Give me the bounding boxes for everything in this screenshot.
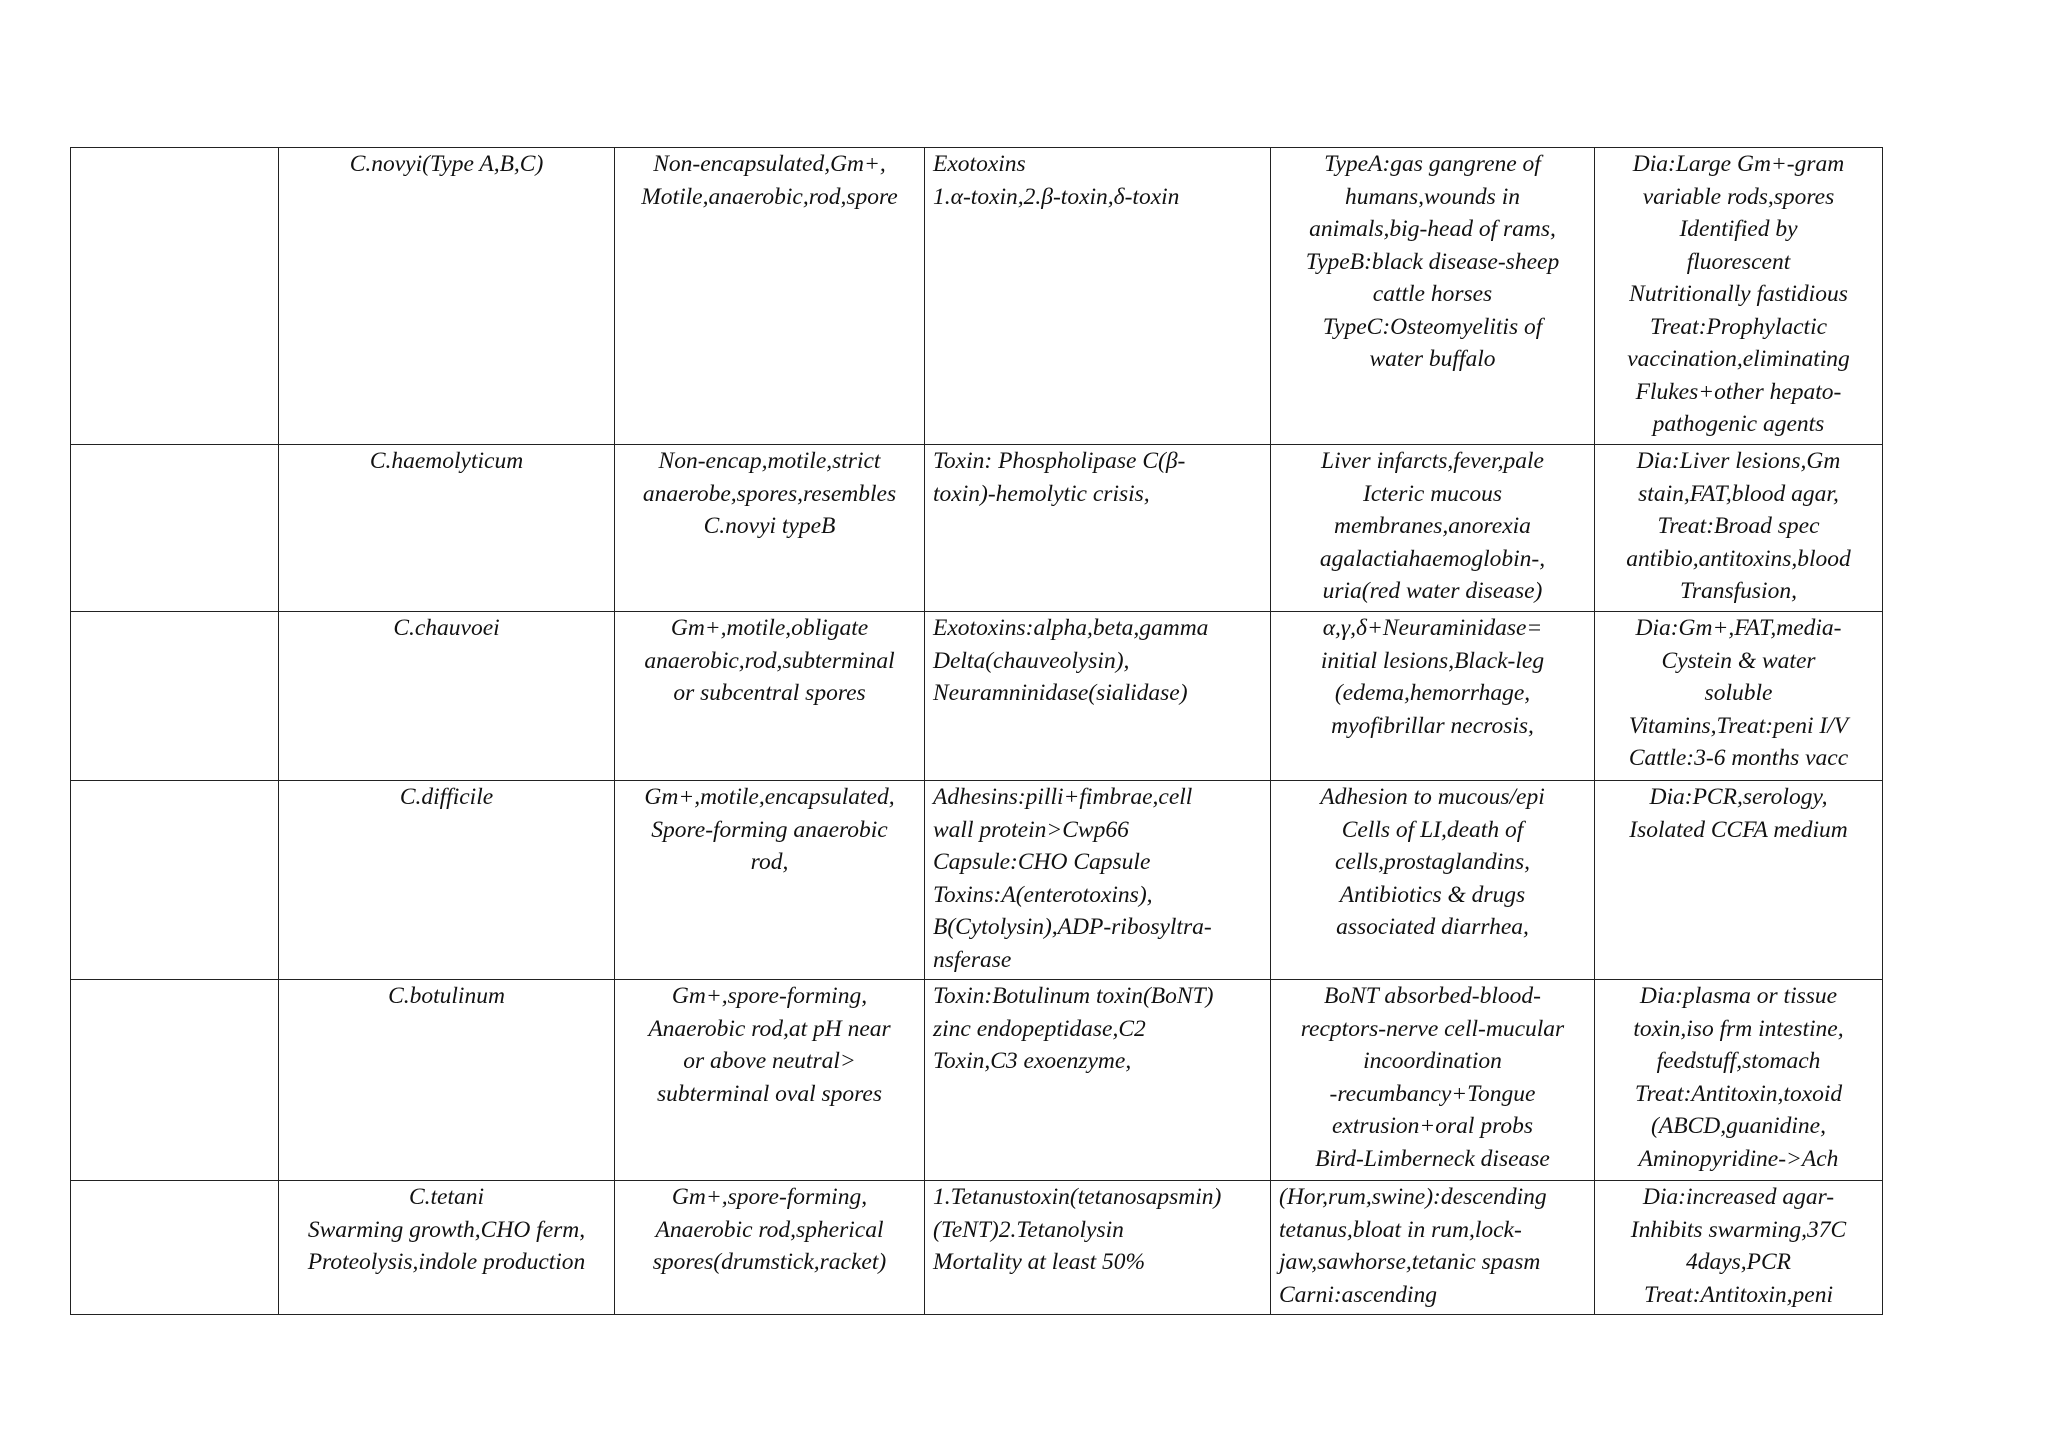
organism-cell: [279, 980, 615, 1181]
cell-line: Non-encap,motile,strict: [658, 448, 881, 474]
blank-cell: [71, 148, 279, 445]
cell-line: soluble: [1704, 680, 1773, 706]
organism-cell: [279, 148, 615, 445]
blank-cell: [71, 612, 279, 781]
bacteria-table: [70, 147, 1883, 1315]
cell-line: recptors-nerve cell-mucular: [1300, 1015, 1565, 1042]
cell-line: Cattle:3-6 months vacc: [1628, 745, 1849, 771]
toxins-cell: [925, 1181, 1271, 1315]
cell-line: TypeA:gas gangrene of: [1324, 151, 1541, 177]
cell-line: Anaerobic rod,spherical: [655, 1216, 884, 1243]
cell-line: C.tetani: [408, 1184, 485, 1210]
cell-line: Treat:Antitoxin,toxoid: [1634, 1080, 1843, 1107]
cell-line: fluorescent: [1686, 248, 1791, 275]
cell-line: Carni:ascending: [1279, 1281, 1437, 1308]
cell-line: C.chauvoei: [393, 615, 500, 641]
cell-line: Treat:Prophylactic: [1649, 313, 1828, 340]
cell-line: Non-encapsulated,Gm+,: [653, 151, 886, 177]
cell-line: membranes,anorexia: [1334, 513, 1531, 539]
cell-line: Swarming growth,CHO ferm,: [307, 1216, 586, 1243]
cell-line: Inhibits swarming,37C: [1630, 1216, 1847, 1243]
organism-cell: [279, 445, 615, 612]
cell-line: toxin)-hemolytic crisis,: [933, 480, 1150, 507]
cell-line: (TeNT)2.Tetanolysin: [933, 1216, 1124, 1243]
cell-line: spores(drumstick,racket): [652, 1249, 887, 1275]
pathogenesis-cell: [1271, 781, 1595, 980]
cell-line: Treat:Antitoxin,peni: [1643, 1281, 1834, 1308]
cell-line: Dia:increased agar-: [1642, 1184, 1835, 1210]
pathogenesis-cell: [1271, 445, 1595, 612]
cell-line: Capsule:CHO Capsule: [933, 849, 1151, 875]
cell-line: Liver infarcts,fever,pale: [1321, 448, 1544, 474]
cell-line: -recumbancy+Tongue: [1329, 1080, 1536, 1107]
pathogenesis-cell: [1271, 1181, 1595, 1315]
cell-line: α,γ,δ+Neuraminidase=: [1322, 615, 1543, 641]
cell-line: Toxins:A(enterotoxins),: [933, 881, 1153, 908]
organism-cell: [279, 781, 615, 980]
cell-line: associated diarrhea,: [1336, 914, 1529, 940]
cell-line: Gm+,spore-forming,: [671, 983, 868, 1009]
cell-line: Aminopyridine->Ach: [1638, 1145, 1839, 1172]
cell-line: C.novyi(Type A,B,C): [349, 151, 544, 177]
cell-line: Gm+,motile,obligate: [670, 615, 869, 641]
cell-line: uria(red water disease): [1322, 578, 1543, 604]
cell-line: Toxin:Botulinum toxin(BoNT): [933, 983, 1214, 1009]
cell-line: Gm+,spore-forming,: [671, 1184, 868, 1210]
cell-line: wall protein>Cwp66: [933, 816, 1129, 843]
pathogenesis-cell: [1271, 148, 1595, 445]
table-row: [71, 612, 1883, 781]
table-row: [71, 445, 1883, 612]
cell-line: incoordination: [1363, 1048, 1502, 1074]
cell-line: 4days,PCR: [1685, 1249, 1792, 1275]
toxins-cell: [925, 612, 1271, 781]
cell-line: C.novyi typeB: [703, 513, 836, 539]
cell-line: Dia:Gm+,FAT,media-: [1635, 615, 1842, 641]
cell-line: rod,: [750, 849, 789, 875]
cell-line: Adhesion to mucous/epi: [1320, 784, 1545, 810]
cell-line: Motile,anaerobic,rod,spore: [641, 183, 898, 210]
cell-line: jaw,sawhorse,tetanic spasm: [1279, 1249, 1541, 1275]
cell-line: nsferase: [933, 946, 1012, 973]
cell-line: C.botulinum: [388, 983, 505, 1009]
cell-line: initial lesions,Black-leg: [1320, 647, 1545, 674]
diagnosis-cell: [1595, 612, 1883, 781]
cell-line: TypeC:Osteomyelitis of: [1322, 313, 1543, 340]
cell-line: zinc endopeptidase,C2: [933, 1015, 1146, 1042]
cell-line: myofibrillar necrosis,: [1331, 712, 1534, 739]
cell-line: TypeB:black disease-sheep: [1305, 248, 1560, 275]
cell-line: Delta(chauveolysin),: [933, 647, 1130, 674]
cell-line: subterminal oval spores: [657, 1080, 882, 1107]
cell-line: Toxin: Phospholipase C(β-: [933, 448, 1186, 474]
cell-line: 1.Tetanustoxin(tetanosapsmin): [933, 1184, 1222, 1210]
diagnosis-cell: [1595, 445, 1883, 612]
cell-line: toxin,iso frm intestine,: [1633, 1015, 1844, 1042]
morphology-cell: [615, 445, 925, 612]
cell-line: Exotoxins: [933, 151, 1026, 177]
cell-line: Flukes+other hepato-: [1635, 378, 1842, 405]
cell-line: Bird-Limberneck disease: [1315, 1145, 1550, 1172]
cell-line: extrusion+oral probs: [1331, 1113, 1534, 1139]
cell-line: vaccination,eliminating: [1627, 346, 1850, 372]
cell-line: anaerobe,spores,resembles: [642, 480, 897, 507]
cell-line: agalactiahaemoglobin-,: [1319, 545, 1546, 572]
cell-line: Isolated CCFA medium: [1629, 816, 1848, 843]
cell-line: pathogenic agents: [1652, 411, 1825, 437]
cell-line: Transfusion,: [1680, 578, 1797, 604]
cell-line: Dia:Liver lesions,Gm: [1636, 448, 1841, 474]
morphology-cell: [615, 1181, 925, 1315]
diagnosis-cell: [1595, 781, 1883, 980]
pathogenesis-cell: [1271, 612, 1595, 781]
cell-line: water buffalo: [1369, 346, 1496, 372]
diagnosis-cell: [1595, 980, 1883, 1181]
morphology-cell: [615, 781, 925, 980]
blank-cell: [71, 980, 279, 1181]
cell-line: Identified by: [1679, 216, 1798, 242]
pathogenesis-cell: [1271, 980, 1595, 1181]
cell-line: humans,wounds in: [1345, 183, 1520, 210]
cell-line: Cells of LI,death of: [1341, 816, 1524, 843]
cell-line: anaerobic,rod,subterminal: [644, 647, 895, 674]
cell-line: (edema,hemorrhage,: [1334, 680, 1531, 706]
toxins-cell: [925, 781, 1271, 980]
cell-line: Spore-forming anaerobic: [651, 816, 888, 843]
cell-line: Dia:Large Gm+-gram: [1632, 151, 1845, 177]
cell-line: BoNT absorbed-blood-: [1324, 983, 1541, 1009]
cell-line: 1.α-toxin,2.β-toxin,δ-toxin: [933, 183, 1180, 210]
cell-line: Adhesins:pilli+fimbrae,cell: [933, 784, 1193, 810]
cell-line: Icteric mucous: [1363, 480, 1502, 507]
table-row: [71, 1181, 1883, 1315]
cell-line: Dia:PCR,serology,: [1649, 784, 1828, 810]
cell-line: C.haemolyticum: [369, 448, 524, 474]
cell-line: Dia:plasma or tissue: [1639, 983, 1838, 1009]
cell-line: (ABCD,guanidine,: [1651, 1113, 1826, 1139]
diagnosis-cell: [1595, 1181, 1883, 1315]
cell-line: Anaerobic rod,at pH near: [648, 1015, 891, 1042]
cell-line: Gm+,motile,encapsulated,: [644, 784, 895, 810]
cell-line: stain,FAT,blood agar,: [1638, 480, 1839, 507]
cell-line: animals,big-head of rams,: [1309, 216, 1556, 242]
diagnosis-cell: [1595, 148, 1883, 445]
blank-cell: [71, 781, 279, 980]
cell-line: tetanus,bloat in rum,lock-: [1279, 1216, 1522, 1243]
cell-line: variable rods,spores: [1642, 183, 1835, 210]
cell-line: Neuramninidase(sialidase): [933, 680, 1188, 706]
table-row: [71, 148, 1883, 445]
cell-line: B(Cytolysin),ADP-ribosyltra-: [933, 914, 1212, 940]
toxins-cell: [925, 445, 1271, 612]
cell-line: or subcentral spores: [673, 680, 866, 706]
organism-cell: [279, 612, 615, 781]
cell-line: Mortality at least 50%: [933, 1249, 1146, 1275]
cell-line: Antibiotics & drugs: [1339, 881, 1526, 908]
toxins-cell: [925, 980, 1271, 1181]
cell-line: Nutritionally fastidious: [1629, 281, 1848, 307]
cell-line: Treat:Broad spec: [1657, 513, 1820, 539]
organism-cell: [279, 1181, 615, 1315]
cell-line: C.difficile: [399, 784, 494, 810]
morphology-cell: [615, 980, 925, 1181]
cell-line: or above neutral>: [683, 1048, 856, 1074]
table-row: [71, 781, 1883, 980]
cell-line: antibio,antitoxins,blood: [1626, 545, 1851, 572]
cell-line: Toxin,C3 exoenzyme,: [933, 1048, 1132, 1074]
cell-line: feedstuff,stomach: [1656, 1048, 1821, 1074]
toxins-cell: [925, 148, 1271, 445]
cell-line: Exotoxins:alpha,beta,gamma: [933, 615, 1209, 641]
morphology-cell: [615, 612, 925, 781]
cell-line: cattle horses: [1372, 281, 1493, 307]
table-row: [71, 980, 1883, 1181]
cell-line: Proteolysis,indole production: [307, 1249, 586, 1275]
cell-line: cells,prostaglandins,: [1335, 849, 1530, 875]
cell-line: (Hor,rum,swine):descending: [1279, 1184, 1547, 1210]
blank-cell: [71, 445, 279, 612]
blank-cell: [71, 1181, 279, 1315]
cell-line: Vitamins,Treat:peni I/V: [1628, 712, 1849, 739]
cell-line: Cystein & water: [1661, 647, 1816, 674]
morphology-cell: [615, 148, 925, 445]
